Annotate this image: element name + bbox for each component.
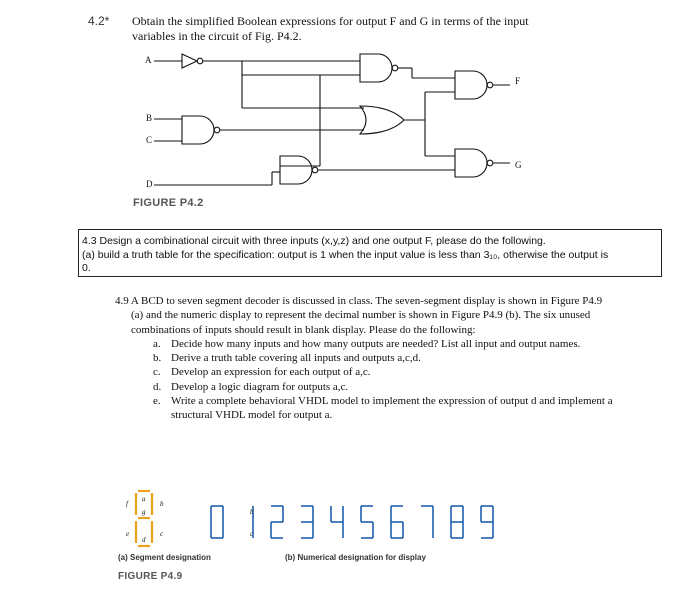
input-label-c: C [146, 135, 153, 145]
problem-4-3-line-3: 0. [82, 262, 91, 274]
inverter-a [154, 54, 360, 108]
problem-4-9-items [115, 337, 615, 423]
nand-gate-d [154, 156, 455, 185]
or-gate [242, 92, 425, 156]
output-gate-g [425, 149, 510, 177]
list-item: c. Develop an expression for each output of a,c. [153, 366, 371, 379]
output-gate-f [425, 71, 510, 99]
display-digit-8 [451, 506, 463, 538]
display-label-c: c [250, 530, 254, 538]
display-digit-9 [481, 506, 493, 538]
caption-segment-designation: (a) Segment designation [118, 553, 211, 562]
figure-label-p4-2: FIGURE P4.2 [133, 197, 204, 209]
input-label-d: D [146, 179, 153, 189]
numeric-display-figure [205, 500, 525, 545]
input-label-b: B [146, 113, 153, 123]
segment-label-f: f [126, 500, 128, 508]
list-item: d. Develop a logic diagram for outputs a,c. [153, 380, 349, 393]
segment-label-g: g [142, 508, 146, 516]
display-digit-6 [391, 506, 403, 538]
figure-label-p4-9: FIGURE P4.9 [118, 571, 183, 582]
display-digit-5 [361, 506, 373, 538]
problem-4-9 [115, 294, 615, 423]
display-digit-2 [271, 506, 283, 538]
output-label-g: G [515, 160, 522, 170]
caption-numerical-designation: (b) Numerical designation for display [285, 553, 426, 562]
segment-label-b: b [160, 500, 164, 508]
circuit-diagram [120, 44, 540, 194]
segment-label-c: c [160, 530, 164, 538]
problem-4-2 [88, 14, 608, 44]
display-digit-7 [421, 506, 433, 538]
display-digit-3 [301, 506, 313, 538]
list-item: b. Derive a truth table covering all inputs and outputs a,c,d. [153, 352, 421, 365]
list-item: a. Decide how many inputs and how many outputs are needed? List all input and output names. [153, 337, 581, 350]
display-label-b: b [250, 508, 254, 516]
and-gate-bc [154, 75, 320, 166]
input-label-a: A [145, 55, 152, 65]
problem-number: 4.2* [88, 14, 110, 28]
display-digit-0 [211, 506, 223, 538]
list-item: e. Write a complete behavioral VHDL model to implement the expression of output d and implement a structural VHDL model for output a. [153, 395, 613, 422]
segment-label-e: e [126, 530, 130, 538]
problem-4-3-box [78, 229, 662, 277]
segment-label-a: a [142, 495, 146, 503]
nand-gate-1 [242, 54, 455, 82]
problem-text-line-1: Obtain the simplified Boolean expressions for output F and G in terms of the input [132, 14, 529, 28]
problem-4-9-intro: 4.9 A BCD to seven segment decoder is discussed in class. The seven-segment display is shown in Figure P4.9 (a) and the numeric display to represent the decimal number is shown in Figure P4.9 (b). The six unused combinations of inputs should result in blank display. Please do the following: [115, 295, 603, 336]
output-label-f: F [515, 76, 521, 86]
segment-designation-figure [110, 487, 190, 553]
problem-text-line-2: variables in the circuit of Fig. P4.2. [132, 29, 302, 43]
segment-label-d: d [142, 536, 146, 544]
problem-4-3-line-1: 4.3 Design a combinational circuit with three inputs (x,y,z) and one output F, please do the following. [82, 235, 546, 247]
problem-4-3-line-2: (a) build a truth table for the specification: output is 1 when the input value is less than 3₁₀, otherwise the output is [82, 248, 609, 261]
display-digit-4 [331, 506, 343, 538]
